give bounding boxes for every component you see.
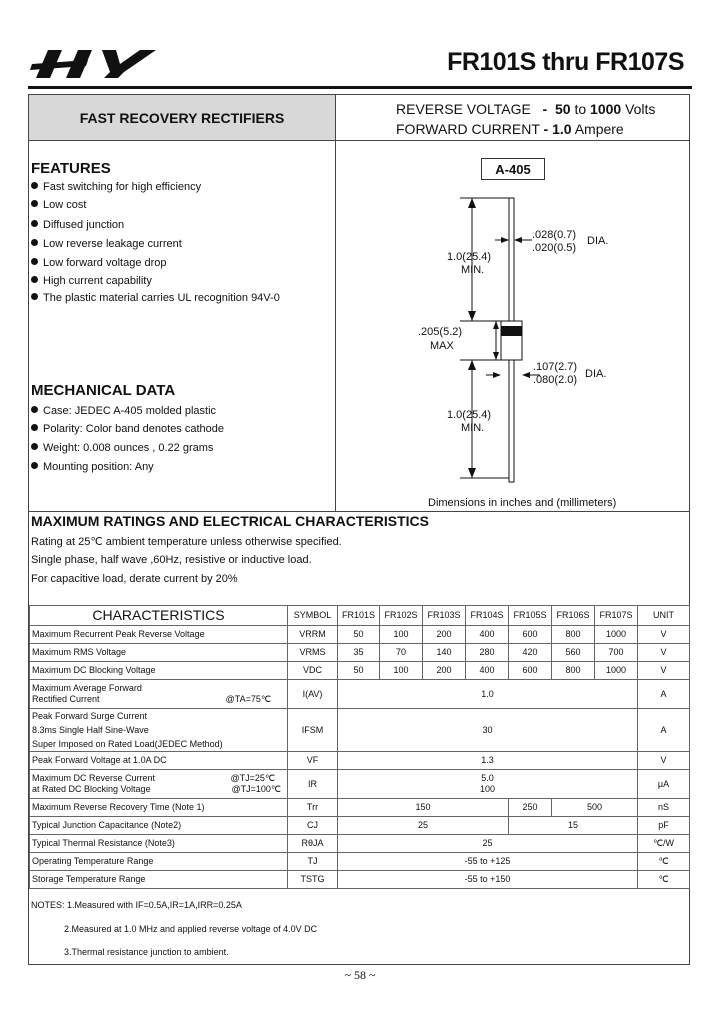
value-cell: 50 [338, 626, 380, 644]
row-symbol: CJ [288, 817, 338, 835]
row-label: Peak Forward Surge Current 8.3ms Single Half Sine-Wave Super Imposed on Rated Load(JEDEC Method) [30, 709, 288, 752]
header-unit: UNIT [638, 606, 690, 626]
table-row [30, 770, 690, 799]
value-cell: 1.3 [338, 752, 638, 770]
body-length-max-label: MAX [430, 340, 454, 352]
forward-current-spec: FORWARD CURRENT - 1.0 Ampere [396, 121, 624, 137]
value-cell: 50 [338, 662, 380, 680]
value-cell: 560 [552, 644, 595, 662]
lead-dia-min: .020(0.5) [532, 242, 577, 254]
value-cell: 250 [509, 799, 552, 817]
table-row [30, 662, 690, 680]
feature-item: Fast switching for high efficiency [31, 181, 201, 193]
bullet-icon [31, 424, 38, 431]
table-row [30, 752, 690, 770]
value-cell: 1.0 [338, 680, 638, 709]
value-cell: 500 [552, 799, 638, 817]
row-unit: pF [638, 817, 690, 835]
value-cell: 800 [552, 662, 595, 680]
row-label: Typical Thermal Resistance (Note3) [30, 835, 288, 853]
dimensions-note: Dimensions in inches and (millimeters) [428, 497, 617, 509]
mechanical-item: Mounting position: Any [31, 461, 154, 473]
lead-length-min-label: MIN. [461, 264, 485, 276]
ratings-table [29, 605, 690, 889]
ratings-condition-2: Single phase, half wave ,60Hz, resistive or inductive load. [31, 554, 312, 566]
note-3: 3.Thermal resistance junction to ambient. [64, 947, 229, 957]
column-divider [335, 95, 336, 511]
ratings-condition-3: For capacitive load, derate current by 20% [31, 573, 238, 585]
value-cell: 800 [552, 626, 595, 644]
bullet-icon [31, 406, 38, 413]
lead-length-min-label: MIN. [461, 422, 485, 434]
value-cell: 280 [466, 644, 509, 662]
row-label: Maximum Average Forward Rectified Current @TA=75℃ [30, 680, 288, 709]
value-cell: 100 [380, 662, 423, 680]
value-cell: 25 [338, 835, 638, 853]
row-unit: ℃ [638, 853, 690, 871]
row-symbol: VRRM [288, 626, 338, 644]
note-2: 2.Measured at 1.0 MHz and applied reverse voltage of 4.0V DC [64, 924, 318, 934]
table-header-row [30, 606, 690, 626]
value-cell: 600 [509, 662, 552, 680]
row-unit: μA [638, 770, 690, 799]
value-cell: 200 [423, 626, 466, 644]
body-dia-max: .107(2.7) [533, 361, 578, 373]
body-length: .205(5.2) [418, 326, 463, 338]
header-rule [28, 86, 692, 89]
bullet-icon [31, 443, 38, 450]
value-cell: 700 [595, 644, 638, 662]
table-row [30, 835, 690, 853]
feature-item: The plastic material carries UL recognition 94V-0 [31, 292, 280, 304]
row-symbol: TJ [288, 853, 338, 871]
value-cell: 25 [338, 817, 509, 835]
table-row [30, 853, 690, 871]
row-unit: A [638, 680, 690, 709]
header-row-divider [29, 140, 689, 141]
header-part: FR103S [423, 606, 466, 626]
mechanical-item: Weight: 0.008 ounces , 0.22 grams [31, 442, 213, 454]
table-row [30, 871, 690, 889]
row-unit: V [638, 662, 690, 680]
product-type: FAST RECOVERY RECTIFIERS [79, 109, 285, 126]
company-logo [28, 42, 168, 86]
row-symbol: VF [288, 752, 338, 770]
row-label: Peak Forward Voltage at 1.0A DC [30, 752, 288, 770]
value-cell: 600 [509, 626, 552, 644]
value-cell: 70 [380, 644, 423, 662]
row-symbol: TSTG [288, 871, 338, 889]
row-unit: nS [638, 799, 690, 817]
value-cell: 140 [423, 644, 466, 662]
row-symbol: VRMS [288, 644, 338, 662]
row-label: Storage Temperature Range [30, 871, 288, 889]
features-title: FEATURES [31, 160, 111, 177]
row-unit: A [638, 709, 690, 752]
bullet-icon [31, 200, 38, 207]
mechanical-item: Polarity: Color band denotes cathode [31, 423, 224, 435]
value-cell: 15 [509, 817, 638, 835]
header-symbol: SYMBOL [288, 606, 338, 626]
reverse-voltage-spec: REVERSE VOLTAGE - 50 to 1000 Volts [396, 101, 656, 117]
bullet-icon [31, 182, 38, 189]
row-symbol: VDC [288, 662, 338, 680]
bullet-icon [31, 220, 38, 227]
row-label: Maximum Reverse Recovery Time (Note 1) [30, 799, 288, 817]
value-cell: 200 [423, 662, 466, 680]
header-part: FR101S [338, 606, 380, 626]
table-row [30, 626, 690, 644]
header-part: FR102S [380, 606, 423, 626]
table-row [30, 817, 690, 835]
value-cell: 30 [338, 709, 638, 752]
row-label: Maximum Recurrent Peak Reverse Voltage [30, 626, 288, 644]
bullet-icon [31, 258, 38, 265]
row-symbol: I(AV) [288, 680, 338, 709]
dia-label: DIA. [587, 235, 609, 247]
value-cell: 150 [338, 799, 509, 817]
feature-item: Low forward voltage drop [31, 257, 167, 269]
row-label: Maximum RMS Voltage [30, 644, 288, 662]
lead-length-bottom: 1.0(25.4) [447, 409, 492, 421]
row-symbol: IR [288, 770, 338, 799]
table-row [30, 680, 690, 709]
ratings-condition-1: Rating at 25℃ ambient temperature unless otherwise specified. [31, 536, 342, 548]
product-type-box [29, 95, 336, 141]
header-characteristics: CHARACTERISTICS [30, 606, 288, 626]
mechanical-title: MECHANICAL DATA [31, 382, 176, 399]
row-unit: V [638, 644, 690, 662]
header-part: FR105S [509, 606, 552, 626]
ratings-section-divider [29, 511, 689, 512]
value-cell: 400 [466, 626, 509, 644]
header-part: FR106S [552, 606, 595, 626]
bullet-icon [31, 276, 38, 283]
value-cell: 35 [338, 644, 380, 662]
row-symbol: IFSM [288, 709, 338, 752]
feature-item: Low reverse leakage current [31, 238, 182, 250]
value-cell: 420 [509, 644, 552, 662]
package-label: A-405 [481, 158, 545, 180]
table-row [30, 709, 690, 752]
part-number-range: FR101S thru FR107S [447, 48, 684, 76]
feature-item: Diffused junction [31, 219, 124, 231]
row-unit: V [638, 752, 690, 770]
value-cell: -55 to +125 [338, 853, 638, 871]
table-row [30, 644, 690, 662]
dia-label: DIA. [585, 368, 607, 380]
cathode-band [501, 326, 522, 336]
value-cell: 5.0 100 [338, 770, 638, 799]
row-symbol: RθJA [288, 835, 338, 853]
value-cell: 1000 [595, 626, 638, 644]
page-number: ~ 58 ~ [344, 968, 376, 982]
row-unit: V [638, 626, 690, 644]
ratings-title: MAXIMUM RATINGS AND ELECTRICAL CHARACTERISTICS [31, 513, 429, 529]
note-1: NOTES: 1.Measured with IF=0.5A,IR=1A,IRR=0.25A [31, 900, 242, 910]
header-part: FR107S [595, 606, 638, 626]
row-unit: ℃/W [638, 835, 690, 853]
row-label: Maximum DC Reverse Current @TJ=25℃ at Rated DC Blocking Voltage @TJ=100℃ [30, 770, 288, 799]
bullet-icon [31, 462, 38, 469]
row-unit: ℃ [638, 871, 690, 889]
value-cell: 1000 [595, 662, 638, 680]
header-part: FR104S [466, 606, 509, 626]
mechanical-item: Case: JEDEC A-405 molded plastic [31, 405, 216, 417]
value-cell: 100 [380, 626, 423, 644]
body-dia-min: .080(2.0) [533, 374, 578, 386]
row-symbol: Trr [288, 799, 338, 817]
value-cell: -55 to +150 [338, 871, 638, 889]
lead-dia-max: .028(0.7) [532, 229, 577, 241]
row-label: Operating Temperature Range [30, 853, 288, 871]
row-label: Typical Junction Capacitance (Note2) [30, 817, 288, 835]
lead-length-top: 1.0(25.4) [447, 251, 492, 263]
feature-item: Low cost [31, 199, 86, 211]
row-label: Maximum DC Blocking Voltage [30, 662, 288, 680]
table-row [30, 799, 690, 817]
feature-item: High current capability [31, 275, 152, 287]
bullet-icon [31, 293, 38, 300]
bullet-icon [31, 239, 38, 246]
value-cell: 400 [466, 662, 509, 680]
